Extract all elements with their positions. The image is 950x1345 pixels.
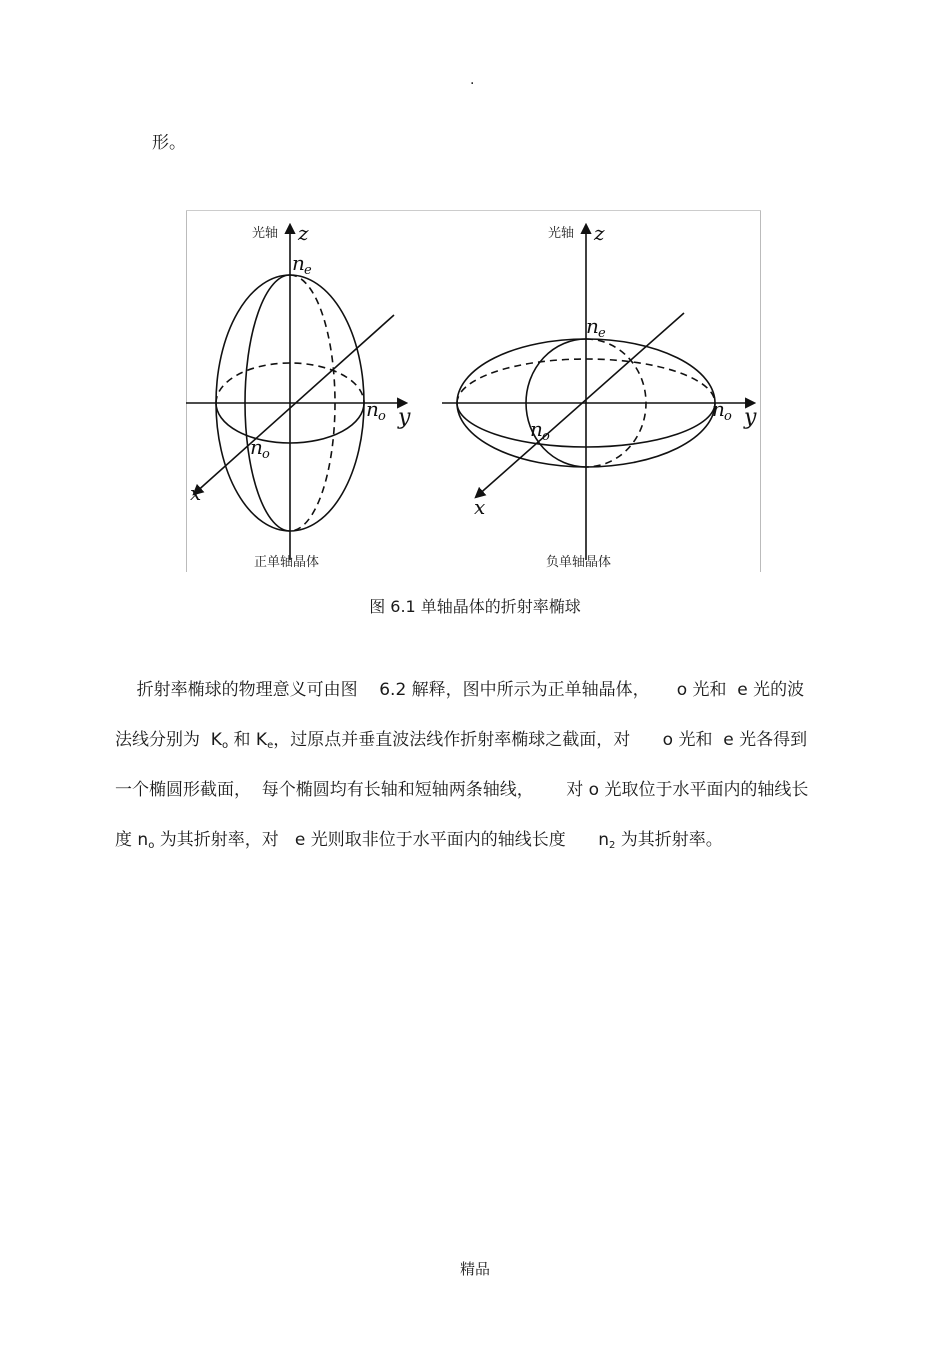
line2-sub-e: e — [267, 740, 274, 751]
left-ne-label: n — [292, 251, 305, 275]
left-y-label: y — [398, 405, 411, 430]
continued-text: 形。 — [152, 133, 186, 153]
right-optic-axis-label: 光轴 — [548, 226, 575, 241]
right-y-label: y — [744, 405, 757, 430]
left-z-label: z — [298, 221, 309, 245]
left-ne-sub: e — [304, 263, 312, 278]
body-paragraph — [115, 665, 845, 865]
right-ne-label: n — [586, 314, 599, 338]
right-no-center-sub: o — [542, 429, 550, 444]
line4-part-a: 度 n — [115, 830, 149, 850]
right-no-right-label: n — [712, 397, 725, 421]
line2-part-c: ，过原点并垂直波法线作折射率椭球之截面，对 o 光和 e 光各得到 — [273, 730, 808, 750]
left-no-right-label: n — [366, 397, 379, 421]
page-footer: 精品 — [459, 1260, 490, 1278]
right-ne-sub: e — [598, 326, 606, 341]
line4-part-c: 为其折射率。 — [615, 830, 723, 850]
left-panel — [186, 225, 406, 560]
left-no-right-sub: o — [378, 409, 386, 424]
left-panel-title: 正单轴晶体 — [254, 555, 320, 570]
right-x-label: x — [474, 495, 486, 519]
right-no-right-sub: o — [724, 409, 732, 424]
line2-part-a: 法线分别为 K — [115, 730, 222, 750]
index-ellipsoid-figure — [186, 210, 761, 572]
line4-part-b: 为其折射率，对 e 光则取非位于水平面内的轴线长度 n — [154, 830, 609, 850]
line2-sub-o: o — [221, 740, 229, 751]
paragraph-line-2 — [115, 715, 845, 765]
line2-part-b: 和 K — [228, 730, 268, 750]
right-panel — [442, 225, 754, 560]
right-x-axis — [476, 313, 684, 497]
left-optic-axis-label: 光轴 — [252, 226, 279, 241]
right-z-label: z — [594, 221, 605, 245]
header-mark: . — [470, 72, 475, 88]
right-no-center-label: n — [530, 417, 543, 441]
figure-caption: 图 6.1 单轴晶体的折射率椭球 — [369, 597, 581, 616]
left-no-center-label: n — [250, 435, 263, 459]
right-panel-title: 负单轴晶体 — [546, 555, 612, 570]
left-x-label: x — [190, 481, 202, 505]
line4-sub-2: 2 — [609, 840, 616, 851]
left-no-center-sub: o — [262, 447, 270, 462]
paragraph-line-3: 一个椭圆形截面， 每个椭圆均有长轴和短轴两条轴线， 对 o 光取位于水平面内的轴线长 — [115, 780, 809, 800]
paragraph-line-4 — [115, 815, 845, 865]
line4-sub-o: o — [148, 840, 155, 851]
paragraph-line-1: 折射率椭球的物理意义可由图 6.2 解释，图中所示为正单轴晶体， o 光和 e 光的波 — [115, 680, 805, 700]
figure-svg — [186, 210, 761, 572]
